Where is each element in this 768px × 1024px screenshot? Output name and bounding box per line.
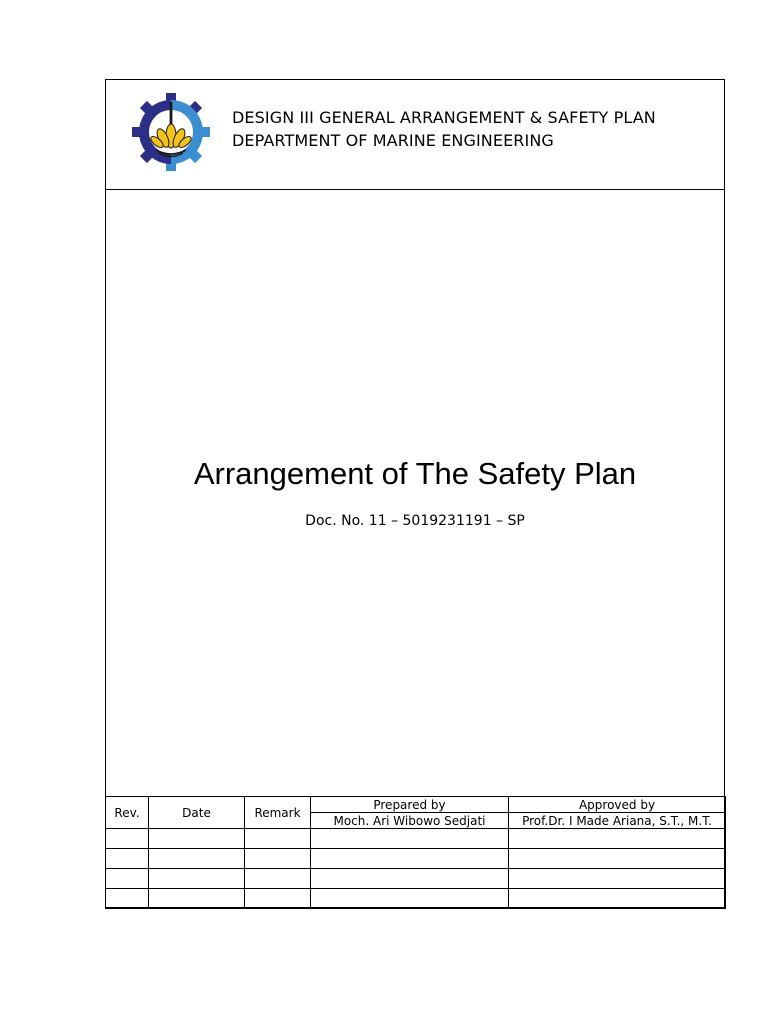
approved-cell: [509, 829, 726, 849]
prepared-cell: [311, 869, 509, 889]
header-text: [232, 106, 656, 152]
rev-cell: [106, 829, 149, 849]
table-row: [106, 869, 726, 889]
remark-header: Remark: [245, 797, 311, 829]
prepared-by-name: Moch. Ari Wibowo Sedjati: [311, 813, 509, 829]
table-row: [106, 849, 726, 869]
rev-cell: [106, 889, 149, 909]
date-cell: [149, 889, 245, 909]
gear-lotus-logo-icon: [131, 92, 211, 172]
revision-table: [105, 796, 726, 909]
document-frame: [105, 79, 725, 908]
date-cell: [149, 869, 245, 889]
date-cell: [149, 849, 245, 869]
table-row: [106, 889, 726, 909]
remark-cell: [245, 829, 311, 849]
prepared-by-header: Prepared by: [311, 797, 509, 813]
approved-cell: [509, 889, 726, 909]
prepared-cell: [311, 889, 509, 909]
document-title: Arrangement of The Safety Plan: [193, 456, 637, 491]
rev-header: Rev.: [106, 797, 149, 829]
header-course-title: DESIGN III GENERAL ARRANGEMENT & SAFETY PLAN: [232, 108, 656, 127]
rev-cell: [106, 869, 149, 889]
rev-cell: [106, 849, 149, 869]
approved-cell: [509, 849, 726, 869]
remark-cell: [245, 889, 311, 909]
prepared-cell: [311, 829, 509, 849]
revision-header-row: [106, 797, 726, 813]
approved-cell: [509, 869, 726, 889]
remark-cell: [245, 849, 311, 869]
date-header: Date: [149, 797, 245, 829]
approved-by-header: Approved by: [509, 797, 726, 813]
remark-cell: [245, 869, 311, 889]
prepared-cell: [311, 849, 509, 869]
header-department: DEPARTMENT OF MARINE ENGINEERING: [232, 131, 554, 150]
document-header: [106, 80, 724, 190]
document-number: Doc. No. 11 – 5019231191 – SP: [305, 513, 525, 529]
table-row: [106, 829, 726, 849]
approved-by-name: Prof.Dr. I Made Ariana, S.T., M.T.: [509, 813, 726, 829]
date-cell: [149, 829, 245, 849]
